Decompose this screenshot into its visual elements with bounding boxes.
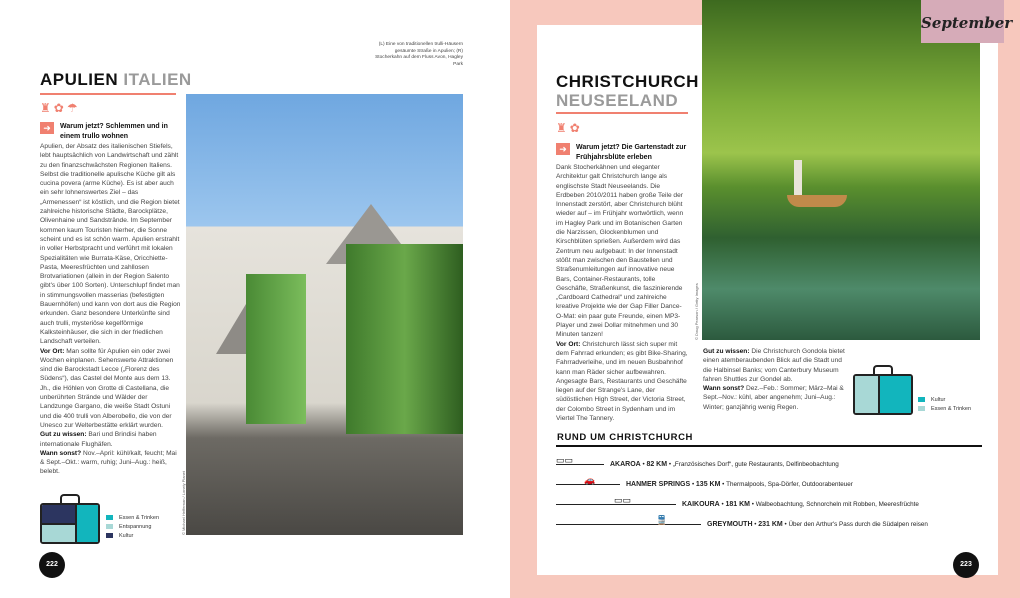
legend-item (106, 514, 159, 523)
photo-punting-avon (702, 0, 980, 340)
legend (918, 396, 971, 414)
title-rule (556, 112, 688, 114)
wann-text: Dez.–Feb.: Sommer; März–Mai & Sept.–Nov.: kühl, aber angenehm; Juni–Aug.: Winter; ganzjährig wenig Regen. (703, 385, 844, 411)
page-title-christchurch (556, 72, 699, 110)
title-country: NEUSEELAND (556, 91, 679, 110)
separator: • (668, 460, 672, 468)
separator: • (751, 500, 754, 508)
train-icon: 🚆 (656, 514, 668, 525)
suitcase-chart (853, 365, 913, 415)
lead-heading: Warum jetzt? Die Gartenstadt zur Frühjahrsblüte erleben (576, 144, 687, 161)
gut-text: Bari und Brindisi haben internationale Flughäfen. (40, 431, 157, 448)
label: Vor Ort: (40, 347, 65, 355)
label: Wann sonst? (40, 449, 82, 457)
category-icons: ♜✿☂ (40, 101, 81, 115)
wann-text: Nov.–April: kühl/kalt, feucht; Mai & Sept.–Okt.: warm, ruhig; Juni–Aug.: heiß, belebt. (40, 449, 177, 476)
photo-credit: © Doug Pearson / Getty Images (694, 283, 699, 340)
intro-text: Dank Stocherkähnen und eleganter Architektur galt Christchurch lange als englischste Stadt Neuseelands. Die Erdbeben 2010/2011 haben große Teile der Innenstadt zerstört, aber Christchurch blüht wieder auf – im Frühjahr wortwörtlich, wenn im Hagley Park und im Botanischen Garten die Narzissen, Glockenblumen und Kirschblüten sprießen. Außerdem wird das Zentrum neu aufgebaut: In der Innenstadt stößt man zwischen den Baustellen und Straßenumleitungen auf innovative neue Bars, Container-Restaurants, tolle Geschäfte, Straßenkunst, die faszinierende „Cardboard Cathedral“ und zahlreiche kreative Projekte wie der Gap Filler Dance-O-Mat: ein paar gute Freunde, einen MP3-Player und zwei Dollar mitnehmen und 30 Minuten tanzen! (556, 164, 684, 339)
trip-place: AKAROA (610, 460, 641, 468)
trip-hanmer-springs (556, 474, 996, 490)
separator: • (784, 520, 787, 528)
trip-place: KAIKOURA (682, 500, 720, 508)
title-country: ITALIEN (123, 70, 192, 89)
legend-label: Essen & Trinken (931, 406, 972, 412)
trip-place: HANMER SPRINGS (626, 480, 691, 488)
legend-item (918, 405, 971, 414)
photo-caption: (L) Eine von traditionellen trulli-Häusern gesäumte Straße in Apulien; (R) Stocherkahn auf dem Fluss Avon, Hagley Park (375, 42, 463, 67)
label: Gut zu wissen: (703, 348, 750, 355)
trip-description: „Französisches Dorf“, gute Restaurants, Delfinbeobachtung (672, 460, 839, 468)
title-city: CHRISTCHURCH (556, 72, 699, 91)
trip-greymouth (556, 514, 996, 530)
category-icons: ♜✿ (556, 121, 583, 135)
trip-distance: 231 KM (758, 520, 783, 528)
gut-text: Die Christchurch Gondola bietet einen atemberaubenden Blick auf die Stadt und die Halbinsel Banks; vom Canterbury Museum fahren Shuttles zur Gondel ab. (703, 348, 845, 383)
legend-item (106, 523, 159, 532)
photo-credit: © Michael Heffernan / Lonely Planet (181, 470, 186, 535)
page-number: 222 (39, 552, 65, 578)
vor-ort-text: Christchurch lässt sich super mit dem Fahrrad erkunden; es gibt Bike-Sharing, Fahrradverleihe, und im neuen Busbahnhof kann man Räder sicher aufbewahren. Angesagte Bars, Restaurants und Geschäfte liegen auf der Strange's Lane, der südöstlichen High Street, der Victoria Street, der Colombo Street in Sydenham und im Viertel The Tannery. (556, 340, 688, 423)
page-number: 223 (953, 552, 979, 578)
title-city: APULIEN (40, 70, 119, 89)
label: Gut zu wissen: (40, 431, 87, 439)
separator: • (691, 480, 695, 488)
arrow-icon: ➜ (40, 122, 54, 134)
car-icon: 🚗 (584, 474, 596, 485)
trip-description: Walbeobachtung, Schnorcheln mit Robben, Meeresfrüchte (755, 500, 919, 508)
legend-item (106, 532, 159, 541)
month-tab (921, 0, 1013, 43)
photo-trulli-street (186, 94, 463, 535)
legend-label: Kultur (119, 533, 134, 539)
legend-label: Entspannung (119, 524, 152, 530)
intro-text: Apulien, der Absatz des italienischen Stiefels, lebt hauptsächlich von Landwirtschaft und zählt zu den finanzschwächsten Regionen Italiens. Selbst die traditionelle apulische Küche gilt als cucina povera (arme Küche). Es ist aber auch ein sehr lohnenswertes Ziel – das „Armenessen“ ist köstlich, und die Region bietet zahlreiche historische Städte, Barockplätze, Olivenhaine und Sandstrände. Im September kommen kaum Touristen hierher, die Sonne scheint und es ist schön warm. Apulien erstrahlt in voller Herbstpracht und verführt mit lokalen Spezialitäten wie Burrata-Käse, Oricchiette-Pasta, Meeresfrüchten und zahllosen Brotvariationen (allein in der Region Salento gibt's über 100 Sorten). Unterschlupf findet man in stimmungsvollen masserias (befestigten Bauernhöfen) und kann von dort aus die Region erkunden. Ganz besondere Unterkünfte sind auch trulli, mysteriöse kegelförmige Kalksteinhäuser, die sich in der friedlichen Landschaft verteilen. (40, 143, 181, 346)
around-title: RUND UM CHRISTCHURCH (557, 432, 694, 443)
label: Vor Ort: (556, 340, 581, 348)
christchurch-text (556, 143, 689, 423)
trip-list (556, 454, 996, 530)
arrow-icon: ➜ (556, 143, 570, 155)
trip-place: GREYMOUTH (707, 520, 753, 528)
legend-label: Kultur (931, 397, 946, 403)
title-rule (40, 93, 176, 95)
month-label: September (921, 14, 1013, 32)
separator: • (721, 500, 724, 508)
separator: • (754, 520, 757, 528)
trip-kaikoura (556, 494, 996, 510)
christchurch-text-column-2 (703, 347, 847, 412)
trip-distance: 135 KM (695, 480, 721, 488)
around-rule (556, 445, 982, 447)
label: Wann sonst? (703, 385, 745, 393)
page-title-apulien (40, 70, 192, 90)
separator: • (642, 460, 645, 468)
trip-distance: 181 KM (725, 500, 750, 508)
trip-akaroa (556, 454, 996, 470)
trip-description: Thermalpools, Spa-Dörfer, Outdoorabenteuer (726, 480, 853, 488)
legend-item (918, 396, 971, 405)
bus-icon: ▭▭ (614, 494, 632, 505)
separator: • (722, 480, 725, 488)
trip-description: Über den Arthur's Pass durch die Südalpen reisen (788, 520, 928, 528)
legend (106, 514, 159, 541)
vor-ort-text: Man sollte für Apulien ein oder zwei Wochen einplanen. Sehenswerte Attraktionen sind die Barockstadt Lecce („Florenz des Südens“), das Castel del Monte aus dem 13. Jh., die Höhlen von Grotte di Castellana, die unberührten Strände und Wälder der Landzunge Gargano, die weiße Stadt Ostuni und die 400 trulli von Alberobello, die von der Unesco zur Welterbestätte erklärt wurden. (40, 347, 174, 429)
suitcase-chart (40, 494, 100, 544)
trip-distance: 82 KM (646, 460, 668, 468)
legend-label: Essen & Trinken (119, 515, 160, 521)
bus-icon: ▭▭ (556, 454, 574, 465)
lead-heading: Warum jetzt? Schlemmen und in einem trullo wohnen (60, 123, 168, 140)
apulien-text (40, 122, 181, 477)
